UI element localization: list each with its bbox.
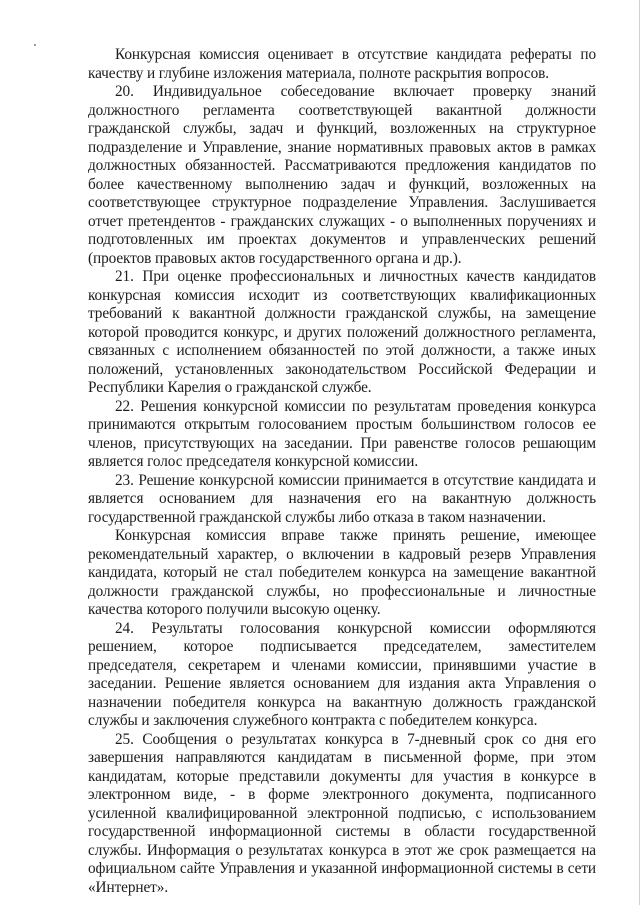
- paragraph-23-decision-absence: 23. Решение конкурсной комиссии принимается в отсутствие кандидата и является основанием для назначения его на вакантную должность государственной гражданской службы либо отказа в таком назначении.: [88, 471, 596, 526]
- paragraph-20-interview: 20. Индивидуальное собеседование включает проверку знаний должностного регламента соответствующей вакантной должности гражданской службы, задач и функций, возложенных на структурное подразделение и Управление, знание нормативных правовых актов в рамках должностных обязанностей. Рассматриваются предложения кандидатов по более качественному выполнению задач и функций, возложенных на соответствующее структурное подразделение Управления. Заслушивается отчет претендентов - гражданских служащих - о выполненных поручениях и подготовленных им проектах документов и управленческих решений (проектов правовых актов государственного органа и др.).: [88, 83, 596, 267]
- paragraph-reserve-recommendation: Конкурсная комиссия вправе также принять решение, имеющее рекомендательный характер, о включении в кадровый резерв Управления кандидата, который не стал победителем конкурса на замещение вакантной должности гражданской службы, но профессиональные и личностные качества которого получили высокую оценку.: [88, 527, 596, 618]
- paragraph-25-notifications: 25. Сообщения о результатах конкурса в 7-дневный срок со дня его завершения направляются кандидатам в письменной форме, при этом кандидатам, которые представили документы для участия в конкурсе в электронном виде, - в форме электронного документа, подписанного усиленной квалифицированной электронной подписью, с использованием государственной информационной системы в области государственной службы. Информация о результатах конкурса в этот же срок размещается на официальном сайте Управления и указанной информационной системы в сети «Интернет».: [88, 730, 596, 896]
- paragraph-commission-evaluates-essays: Конкурсная комиссия оценивает в отсутствие кандидата рефераты по качеству и глубине изложения материала, полноте раскрытия вопросов.: [88, 46, 596, 82]
- paragraph-22-decisions: 22. Решения конкурсной комиссии по результатам проведения конкурса принимаются открытым голосованием простым большинством голосов ее членов, присутствующих на заседании. При равенстве голосов решающим является голос председателя конкурсной комиссии.: [88, 397, 596, 470]
- paragraph-21-assessment: 21. При оценке профессиональных и личностных качеств кандидатов конкурсная комиссия исходит из соответствующих квалификационных требований к вакантной должности гражданской службы, на замещение которой проводится конкурс, и других положений должностного регламента, связанных с исполнением обязанностей по этой должности, а также иных положений, установленных законодательством Российской Федерации и Республики Карелия о гражданской службе.: [88, 268, 596, 396]
- paragraph-24-voting-results: 24. Результаты голосования конкурсной комиссии оформляются решением, которое подписывается председателем, заместителем председателя, секретарем и членами комиссии, принявшими участие в заседании. Решение является основанием для издания акта Управления о назначении победителя конкурса на вакантную должность гражданской службы и заключения служебного контракта с победителем конкурса.: [88, 619, 596, 729]
- scan-speck: [34, 44, 36, 46]
- document-body: [88, 46, 596, 897]
